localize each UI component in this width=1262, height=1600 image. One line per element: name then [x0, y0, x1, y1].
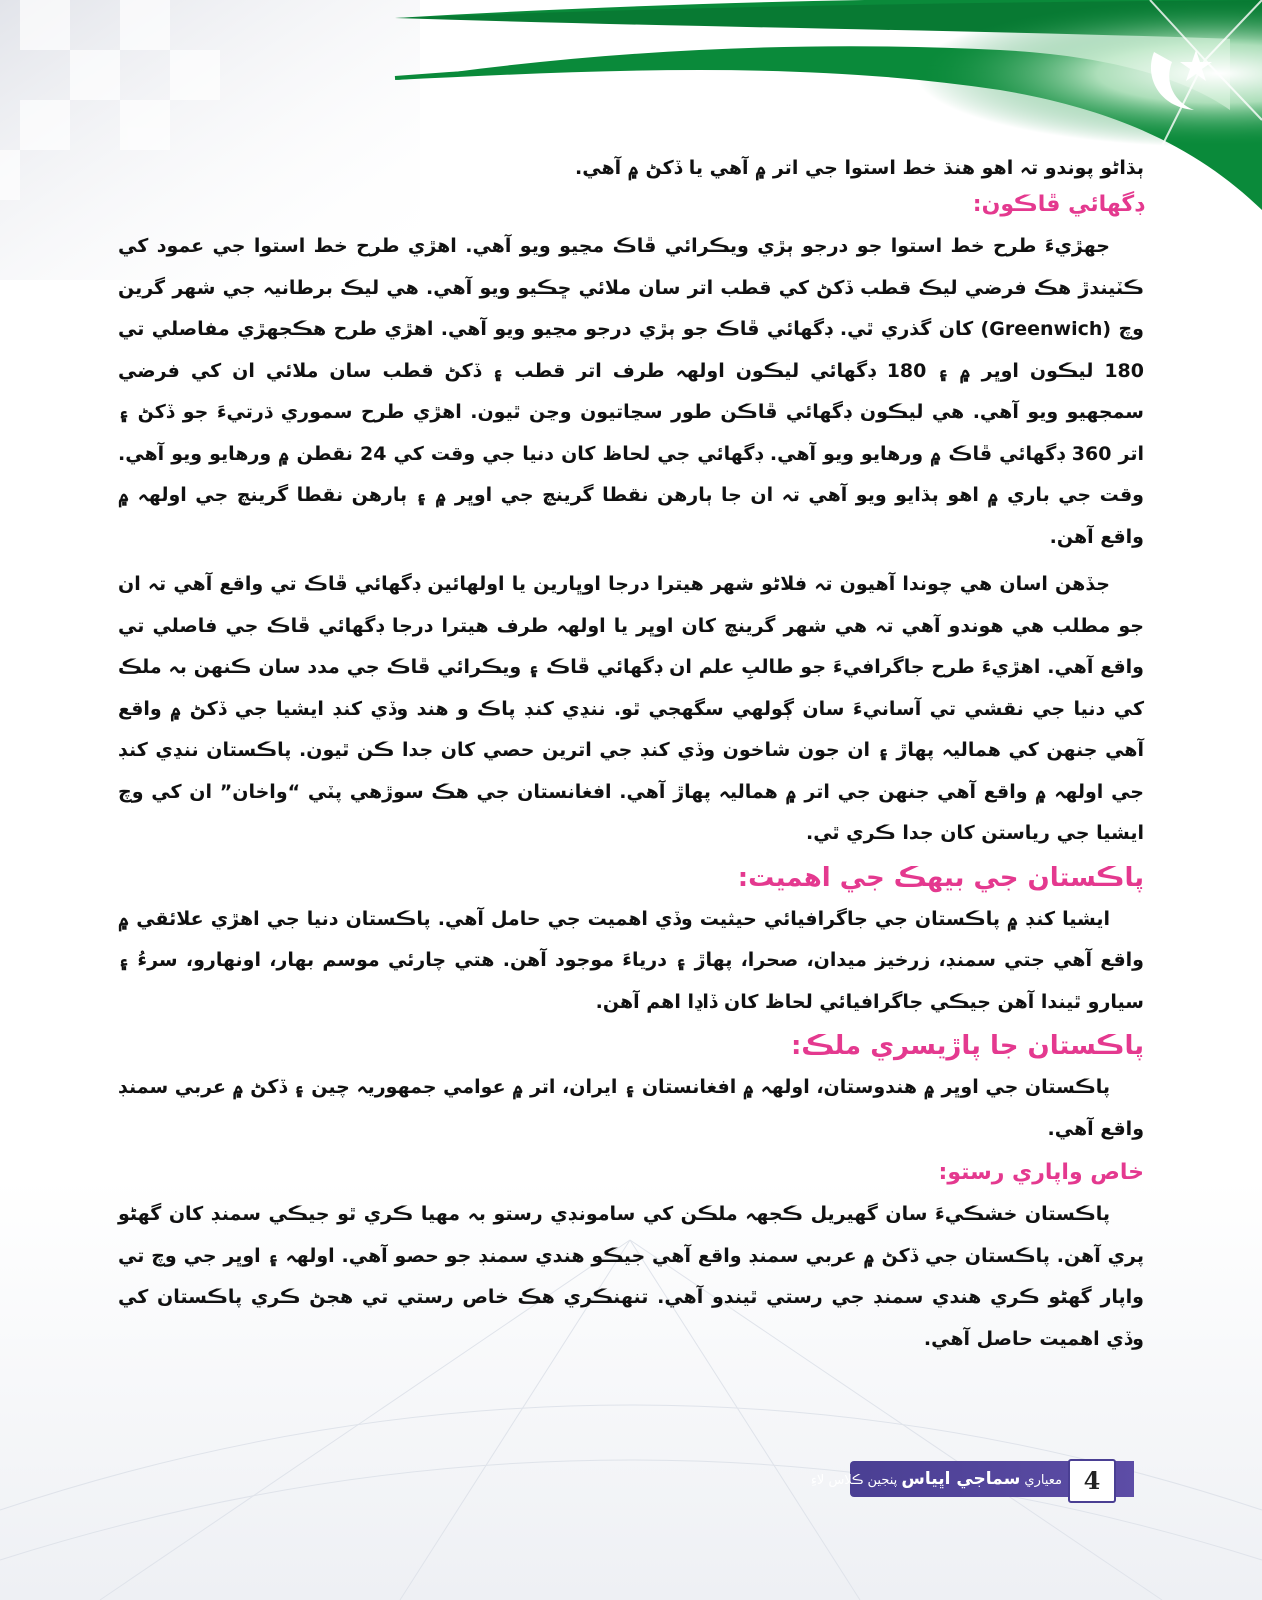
page-number: 4: [1068, 1459, 1116, 1503]
section-heading-longitude: ڊگهائي ڦاڪون:: [972, 192, 1144, 217]
footer-prefix: معياري: [1024, 1473, 1062, 1488]
section-heading-trade-route: خاص واپاري رستو:: [938, 1160, 1144, 1185]
paragraph: ايشيا کنڊ ۾ پاڪستان جي جاگرافيائي حيثيت وڏي اهميت جي حامل آهي. پاڪستان دنيا جي اهڙي علائقي ۾ واقع آهي جتي سمنڊ، زرخيز ميدان، صحرا، پهاڙ ۽ درياءَ موجود آهن. هتي چارئي موسم بهار، اونهارو، سرءُ ۽ سيارو ٿيندا آهن جيڪي جاگرافيائي لحاظ کان ڏاڍا اهم آهن.: [118, 907, 1144, 1013]
section-location-importance: [118, 861, 1144, 1024]
section-neighbours: [118, 1029, 1144, 1150]
footer-suffix: پنجين ڪلاس لاءِ: [810, 1473, 898, 1488]
crescent-star-logo: [1124, 22, 1234, 132]
paragraph: جهڙيءَ طرح خط استوا جو درجو ٻڙي ويڪرائي ڦاڪ مڃيو ويو آهي. اهڙي طرح خط استوا جي عمود کي ڪٽيندڙ هڪ فرضي ليڪ قطب ڏکڻ کي قطب اتر سان ملائي ڇڪيو ويو آهي. هي ليڪ برطانيہ جي شهر گرين وچ (Greenwich) کان گذري ٿي. ڊگهائي ڦاڪ جو ٻڙي درجو مڃيو ويو آهي. اهڙي طرح هڪجهڙي مفاصلي تي 180 ليڪون اوڀر ۾ ۽ 180 ڊگهائي ليڪون اولهہ طرف اتر قطب ۽ ڏکڻ قطب سان ملائي ان کي فرضي سمجهيو ويو آهي. هي ليڪون ڊگهائي ڦاڪن طور سڃاتيون وڃن ٿيون. اهڙي طرح سموري ڌرتيءَ جو ڏکڻ ۽ اتر 360 ڊگهائي ڦاڪ ۾ ورهايو ويو آهي. ڊگهائي جي لحاظ کان دنيا جي وقت کي 24 نقطن ۾ ورهايو ويو آهي. وقت جي باري ۾ اهو ٻڌايو ويو آهي تہ ان جا ٻارهن نقطا گرينچ جي اوڀر ۾ ۽ ٻارهن نقطا گرينچ جي اولهہ ۾ واقع آهن.: [118, 235, 1144, 548]
section-longitude: [118, 188, 1144, 855]
paragraph: پاڪستان خشڪيءَ سان گهيريل ڪجهہ ملڪن کي سامونڊي رستو بہ مهيا ڪري ٿو جيڪي سمنڊ کان گهڻو پري آهن. پاڪستان جي ڏکڻ ۾ عربي سمنڊ واقع آهي جيڪو هندي سمنڊ جو حصو آهي. اولهہ ۽ اوڀر جي وچ تي واپار گهڻو ڪري هندي سمنڊ جي رستي ٿيندو آهي. تنهنڪري هڪ خاص رستي تي هجڻ ڪري پاڪستان کي وڏي اهميت حاصل آهي.: [118, 1203, 1144, 1350]
paragraph: پاڪستان جي اوڀر ۾ هندوستان، اولهہ ۾ افغانستان ۽ ايران، اتر ۾ عوامي جمهوريہ چين ۽ ڏکڻ ۾ عربي سمنڊ واقع آهي.: [118, 1076, 1144, 1140]
paragraph: جڏهن اسان هي چوندا آهيون تہ فلاڻو شهر هيترا درجا اوڀارين يا اولهائين ڊگهائي ڦاڪ تي واقع آهي تہ ان جو مطلب هي هوندو آهي تہ هي شهر گرينچ کان اوڀر يا اولهہ طرف هيترا درجا ڊگهائي ڦاڪ جي فاصلي تي واقع آهي. اهڙيءَ طرح جاگرافيءَ جو طالبِ علم ان ڊگهائي ڦاڪ ۽ ويڪرائي ڦاڪ جي مدد سان ڪنهن بہ ملڪ کي دنيا جي نقشي تي آسانيءَ سان ڳولهي سگهجي ٿو. ننڍي کنڊ پاڪ و هند وڏي کنڊ ايشيا جي ڏکڻ ۾ واقع آهي جنهن کي هماليہ پهاڙ ۽ ان جون شاخون وڏي کنڊ جي اترين حصي کان جدا ڪن ٿيون. پاڪستان ننڍي کنڊ جي اولهہ ۾ واقع آهي جنهن جي اتر ۾ هماليہ پهاڙ آهي. افغانستان جي هڪ سوڙهي پٽي “واخان” ان کي وچ ايشيا جي رياستن کان جدا ڪري ٿي.: [118, 573, 1144, 844]
section-heading-location-importance: پاڪستان جي بيهڪ جي اهميت:: [737, 862, 1144, 893]
intro-line: ٻڌاڻو پوندو تہ اهو هنڌ خط استوا جي اتر ۾ آهي يا ڏکڻ ۾ آهي.: [575, 157, 1144, 179]
section-heading-neighbours: پاڪستان جا پاڙيسري ملڪ:: [791, 1031, 1144, 1061]
section-trade-route: [118, 1156, 1144, 1360]
footer-book-title: [810, 1466, 1062, 1492]
main-content: [118, 150, 1144, 1366]
footer-title: سماجي اڀياس: [901, 1469, 1021, 1489]
